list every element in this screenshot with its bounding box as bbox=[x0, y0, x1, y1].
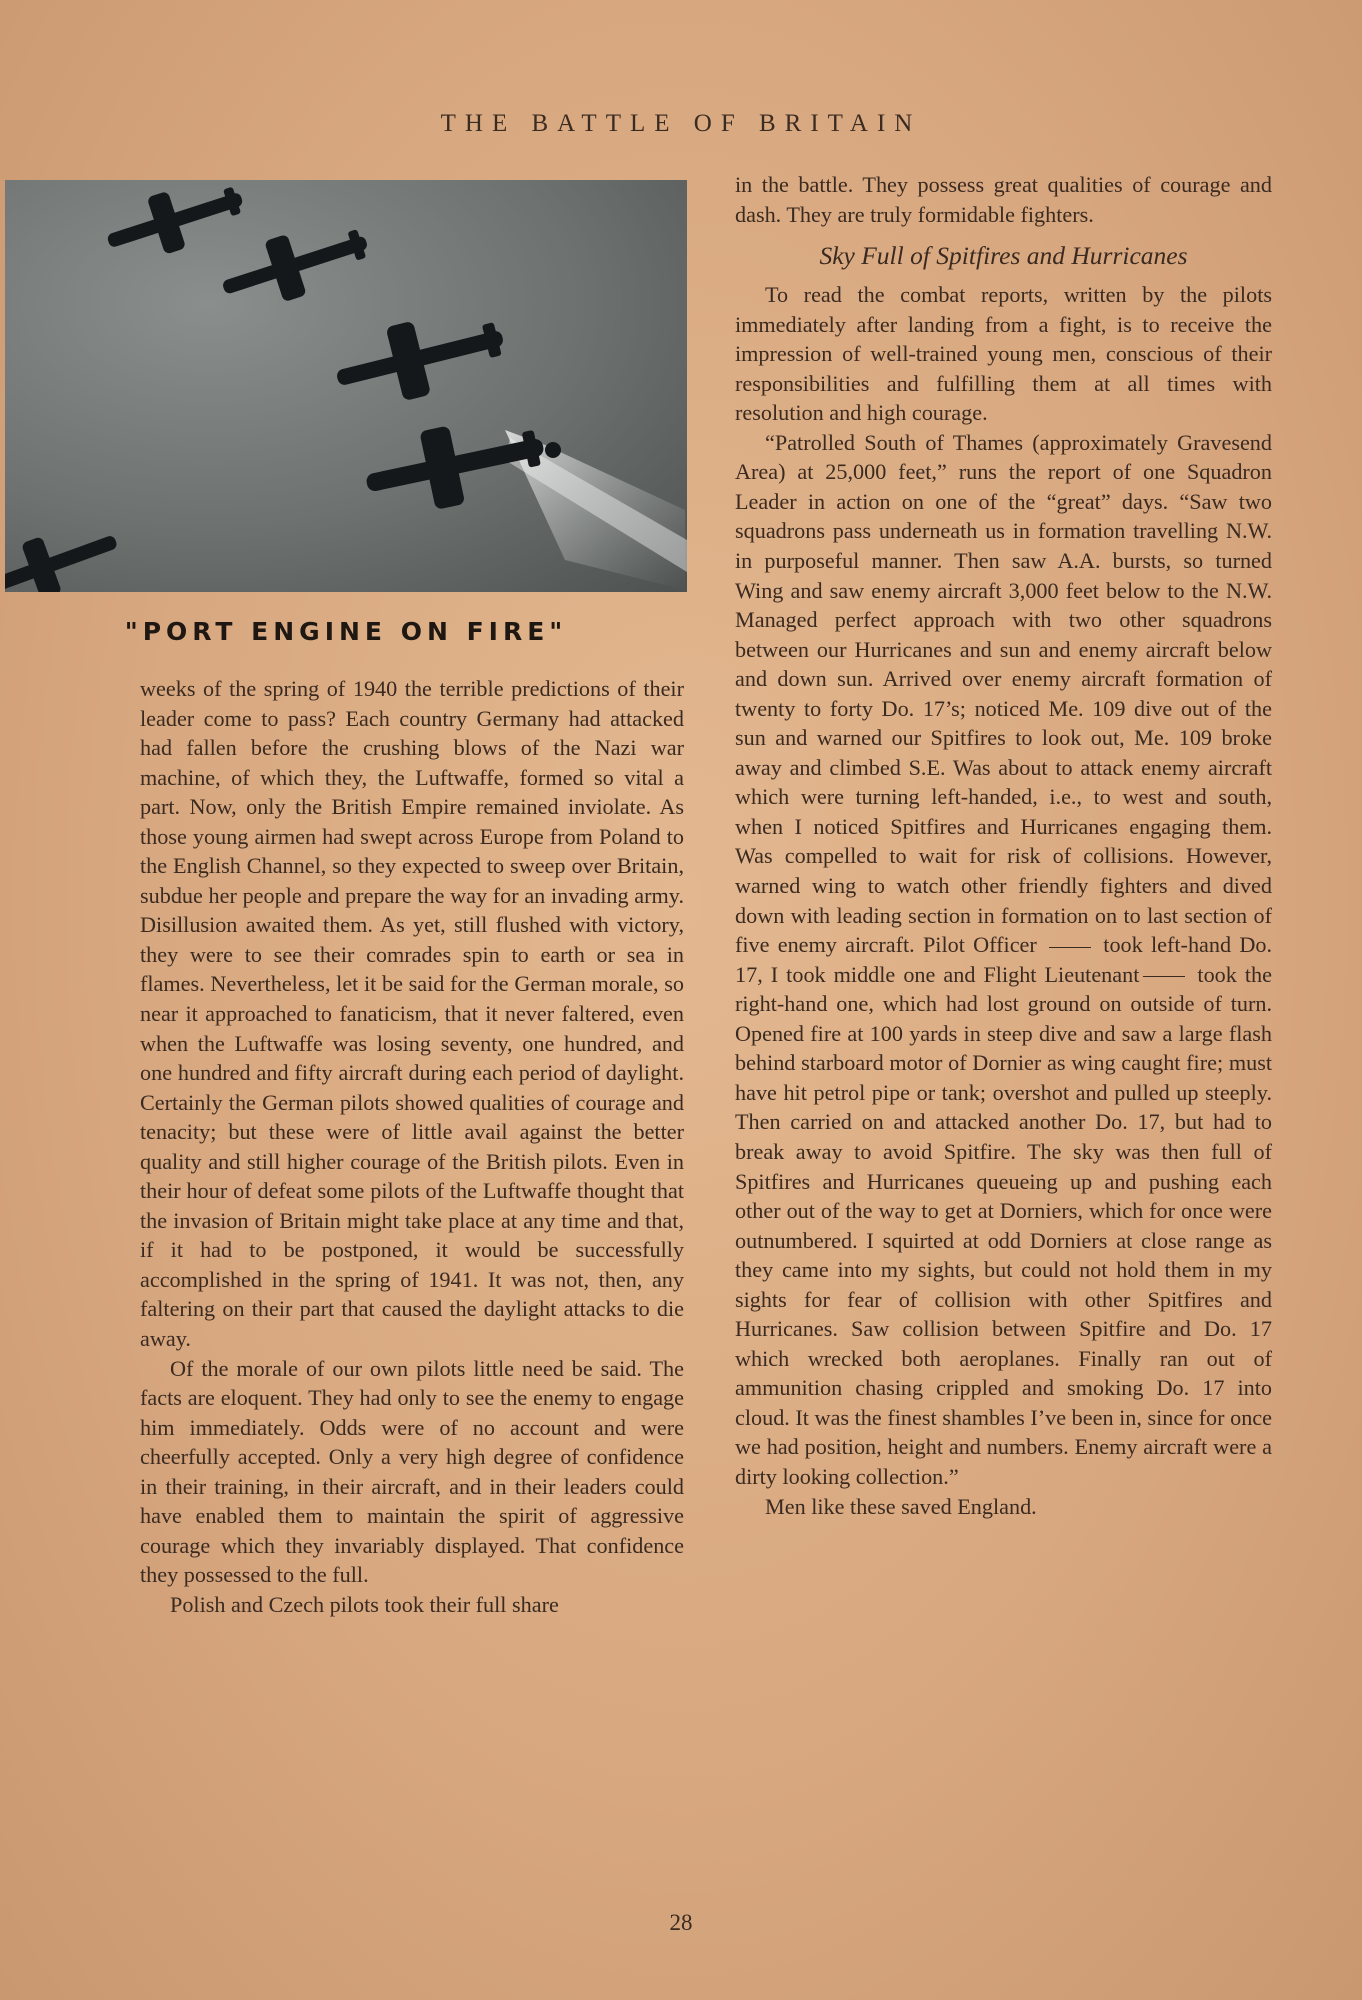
closing-line: Men like these saved England. bbox=[765, 1493, 1037, 1519]
paragraph: Of the morale of our own pilots little need be said. The facts are eloquent. They had only to see the enemy to engage him immediately. Odds were of no account and were cheerfully accepted. Only a very high degree of confidence in their training, in their aircraft, and in their leaders could have enabled them to maintain the spirit of aggressive courage which they invariably displayed. That confidence they possessed to the full. bbox=[140, 1355, 684, 1588]
page-number: 28 bbox=[669, 1910, 693, 1935]
combat-report-text: took left-hand Do. 17, I took middle one and Flight Lieutenant bbox=[735, 932, 1272, 987]
right-column bbox=[735, 170, 1272, 1521]
aircraft-photo-image bbox=[5, 180, 687, 592]
redacted-name-dash bbox=[1143, 976, 1185, 977]
left-column bbox=[140, 674, 684, 1620]
paragraph: weeks of the spring of 1940 the terrible predictions of their leader come to pass? Each country Germany had attacked had fallen before the crushing blows of the Nazi war machine, of which they, the Luftwaffe, formed so vital a part. Now, only the British Empire remained inviolate. As those young airmen had swept across Europe from Poland to the English Channel, so they expected to sweep over Britain, subdue her people and prepare the way for an invading army. Disillusion awaited them. As yet, still flushed with victory, they were to see their comrades spin to earth or sea in flames. Nevertheless, let it be said for the German morale, so near it approached to fanaticism, that it never faltered, even when the Luftwaffe was losing seventy, one hundred, and one hundred and fifty aircraft during each period of daylight. Certainly the German pilots showed qualities of courage and tenacity; but these were of little avail against the better quality and still higher courage of the British pilots. Even in their hour of defeat some pilots of the Luftwaffe thought that the invasion of Britain might take place at any time and that, if it had to be postponed, it would be successfully accomplished in the spring of 1941. It was not, then, any faltering on their part that caused the daylight attacks to die away. bbox=[140, 676, 684, 1352]
section-subheading: Sky Full of Spitfires and Hurricanes bbox=[819, 241, 1188, 271]
combat-report-text: took the right-hand one, which had lost ground on outside of turn. Opened fire at 100 yards in steep dive and saw a large flash behind starboard motor of Dornier as wing caught fire; must have hit petrol pipe or tank; overshot and pulled up steeply. Then carried on and attacked another Do. 17, but had to break away to avoid Spitfire. The sky was then full of Spitfires and Hurricanes queueing up and pushing each other out of the way to get at Dorniers, which for once were outnumbered. I squirted at odd Dorniers at close range as they came into my sights, but could not hold them in my sights for fear of collision with other Spitfires and Hurricanes. Saw collision between Spitfire and Do. 17 which wrecked both aeroplanes. Finally ran out of ammunition chasing crippled and smoking Do. 17 into cloud. It was the finest shambles I’ve been in, since for once we had position, height and numbers. Enemy aircraft were a dirty looking collection.” bbox=[735, 961, 1272, 1489]
aircraft-silhouettes bbox=[5, 180, 561, 592]
paragraph: Polish and Czech pilots took their full share bbox=[170, 1591, 559, 1617]
combat-report-text: “Patrolled South of Thames (approximately Gravesend Area) at 25,000 feet,” runs the report of one Squadron Leader in action on one of the “great” days. “Saw two squadrons pass underneath us in formation travelling N.W. in purposeful manner. Then saw A.A. bursts, so turned Wing and saw enemy aircraft 3,000 feet below to the N.W. Managed perfect approach with two other squadrons between our Hurricanes and sun and enemy aircraft below and down sun. Arrived over enemy aircraft formation of twenty to forty Do. 17’s; noticed Me. 109 dive out of the sun and warned our Spitfires to look out, Me. 109 broke away and climbed S.E. Was about to attack enemy aircraft which were turning left-handed, i.e., to west and south, when I noticed Spitfires and Hurricanes engaging them. Was compelled to wait for risk of collisions. However, warned wing to watch other friendly fighters and dived down with leading section in formation on to last section of five enemy aircraft. Pilot Officer bbox=[735, 429, 1272, 958]
redacted-name-dash bbox=[1049, 947, 1091, 948]
paragraph: To read the combat reports, written by the pilots immediately after landing from a fight, is to receive the impression of well-trained young men, conscious of their responsibilities and fulfilling them at all times with resolution and high courage. bbox=[735, 282, 1272, 426]
aircraft-formation-photo bbox=[5, 180, 687, 592]
combat-report-paragraph bbox=[735, 428, 1272, 1492]
paragraph: in the battle. They possess great qualities of courage and dash. They are truly formidable fighters. bbox=[735, 172, 1272, 227]
running-head: THE BATTLE OF BRITAIN bbox=[440, 110, 922, 137]
photo-caption: "PORT ENGINE ON FIRE" bbox=[124, 617, 568, 646]
